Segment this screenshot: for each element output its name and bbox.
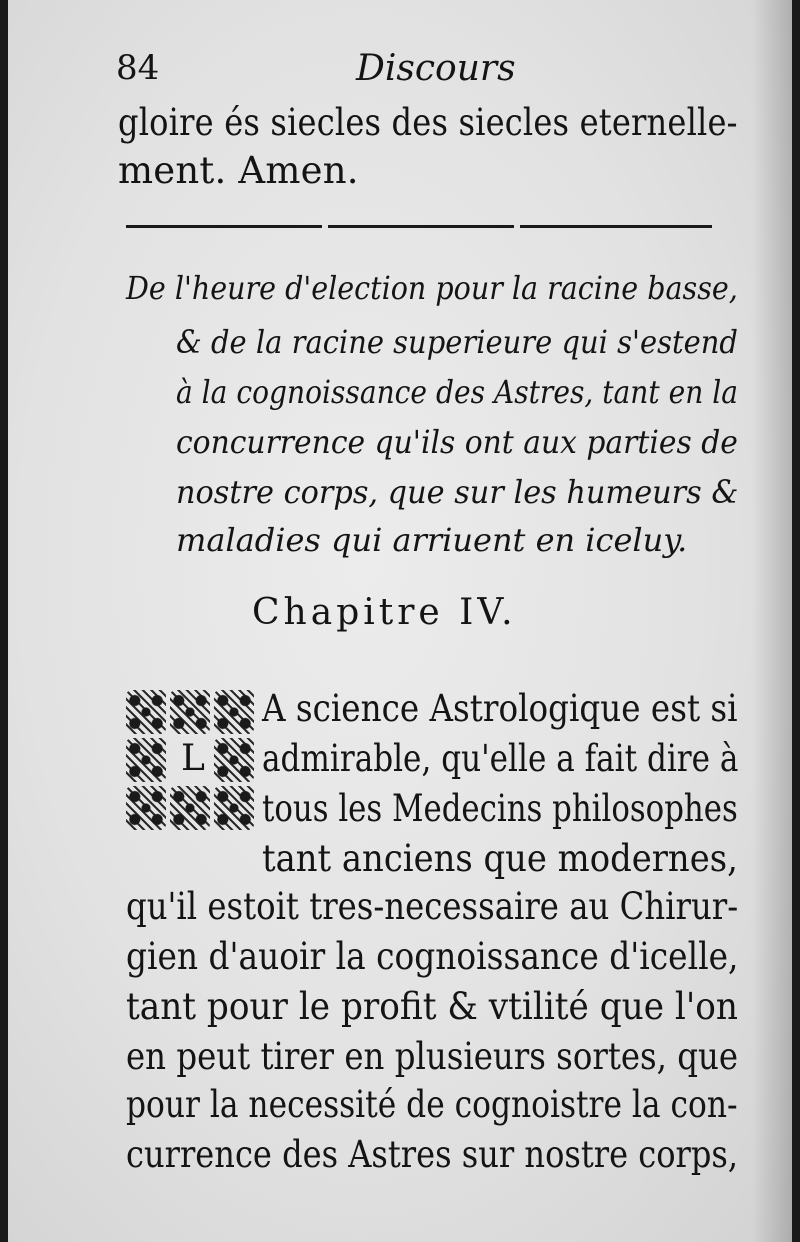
ornament-icon	[214, 786, 254, 830]
drop-cap-letter: L	[181, 738, 205, 779]
book-page	[8, 0, 792, 1242]
chapter-summary-line: maladies qui arriuent en iceluy.	[176, 521, 688, 559]
chapter-summary-line: De l'heure d'election pour la racine basse,	[126, 269, 738, 307]
ornament-icon	[214, 690, 254, 734]
page-header	[116, 48, 586, 98]
chapter-title: Chapitre IV.	[252, 592, 517, 633]
body-text-line: tant anciens que modernes,	[262, 837, 738, 880]
ornament-icon	[214, 738, 254, 782]
body-text-line: admirable, qu'elle a fait dire à	[262, 737, 739, 780]
body-text-line: A science Astrologique est si	[262, 687, 738, 730]
page-number: 84	[116, 48, 160, 88]
divider-rule	[328, 225, 514, 228]
body-text-line: pour la necessité de cognoistre la con-	[126, 1083, 738, 1126]
ornament-icon	[170, 786, 210, 830]
body-text-line: tous les Medecins philosophes	[262, 787, 738, 830]
divider-rule	[126, 225, 322, 228]
body-text-line: tant pour le profit & vtilité que l'on	[126, 985, 738, 1028]
body-text-line: currence des Astres sur nostre corps,	[126, 1133, 739, 1176]
ornament-icon	[126, 786, 166, 830]
body-text-line: en peut tirer en plusieurs sortes, que	[126, 1035, 739, 1078]
chapter-summary-line: concurrence qu'ils ont aux parties de	[176, 423, 738, 461]
chapter-summary-line: nostre corps, que sur les humeurs &	[176, 473, 739, 511]
divider-rule	[520, 225, 712, 228]
chapter-summary-line: à la cognoissance des Astres, tant en la	[176, 373, 739, 411]
body-text-line: gien d'auoir la cognoissance d'icelle,	[126, 935, 739, 978]
body-text-line: qu'il estoit tres-necessaire au Chirur-	[126, 885, 739, 928]
continuation-line: ment. Amen.	[118, 149, 359, 192]
ornamental-drop-cap	[126, 690, 258, 838]
running-head: Discours	[356, 48, 516, 89]
ornament-icon	[126, 738, 166, 782]
continuation-line: gloire és siecles des siecles eternelle-	[118, 101, 738, 144]
ornament-icon	[170, 690, 210, 734]
ornament-icon	[126, 690, 166, 734]
chapter-summary-line: & de la racine superieure qui s'estend	[176, 323, 738, 361]
